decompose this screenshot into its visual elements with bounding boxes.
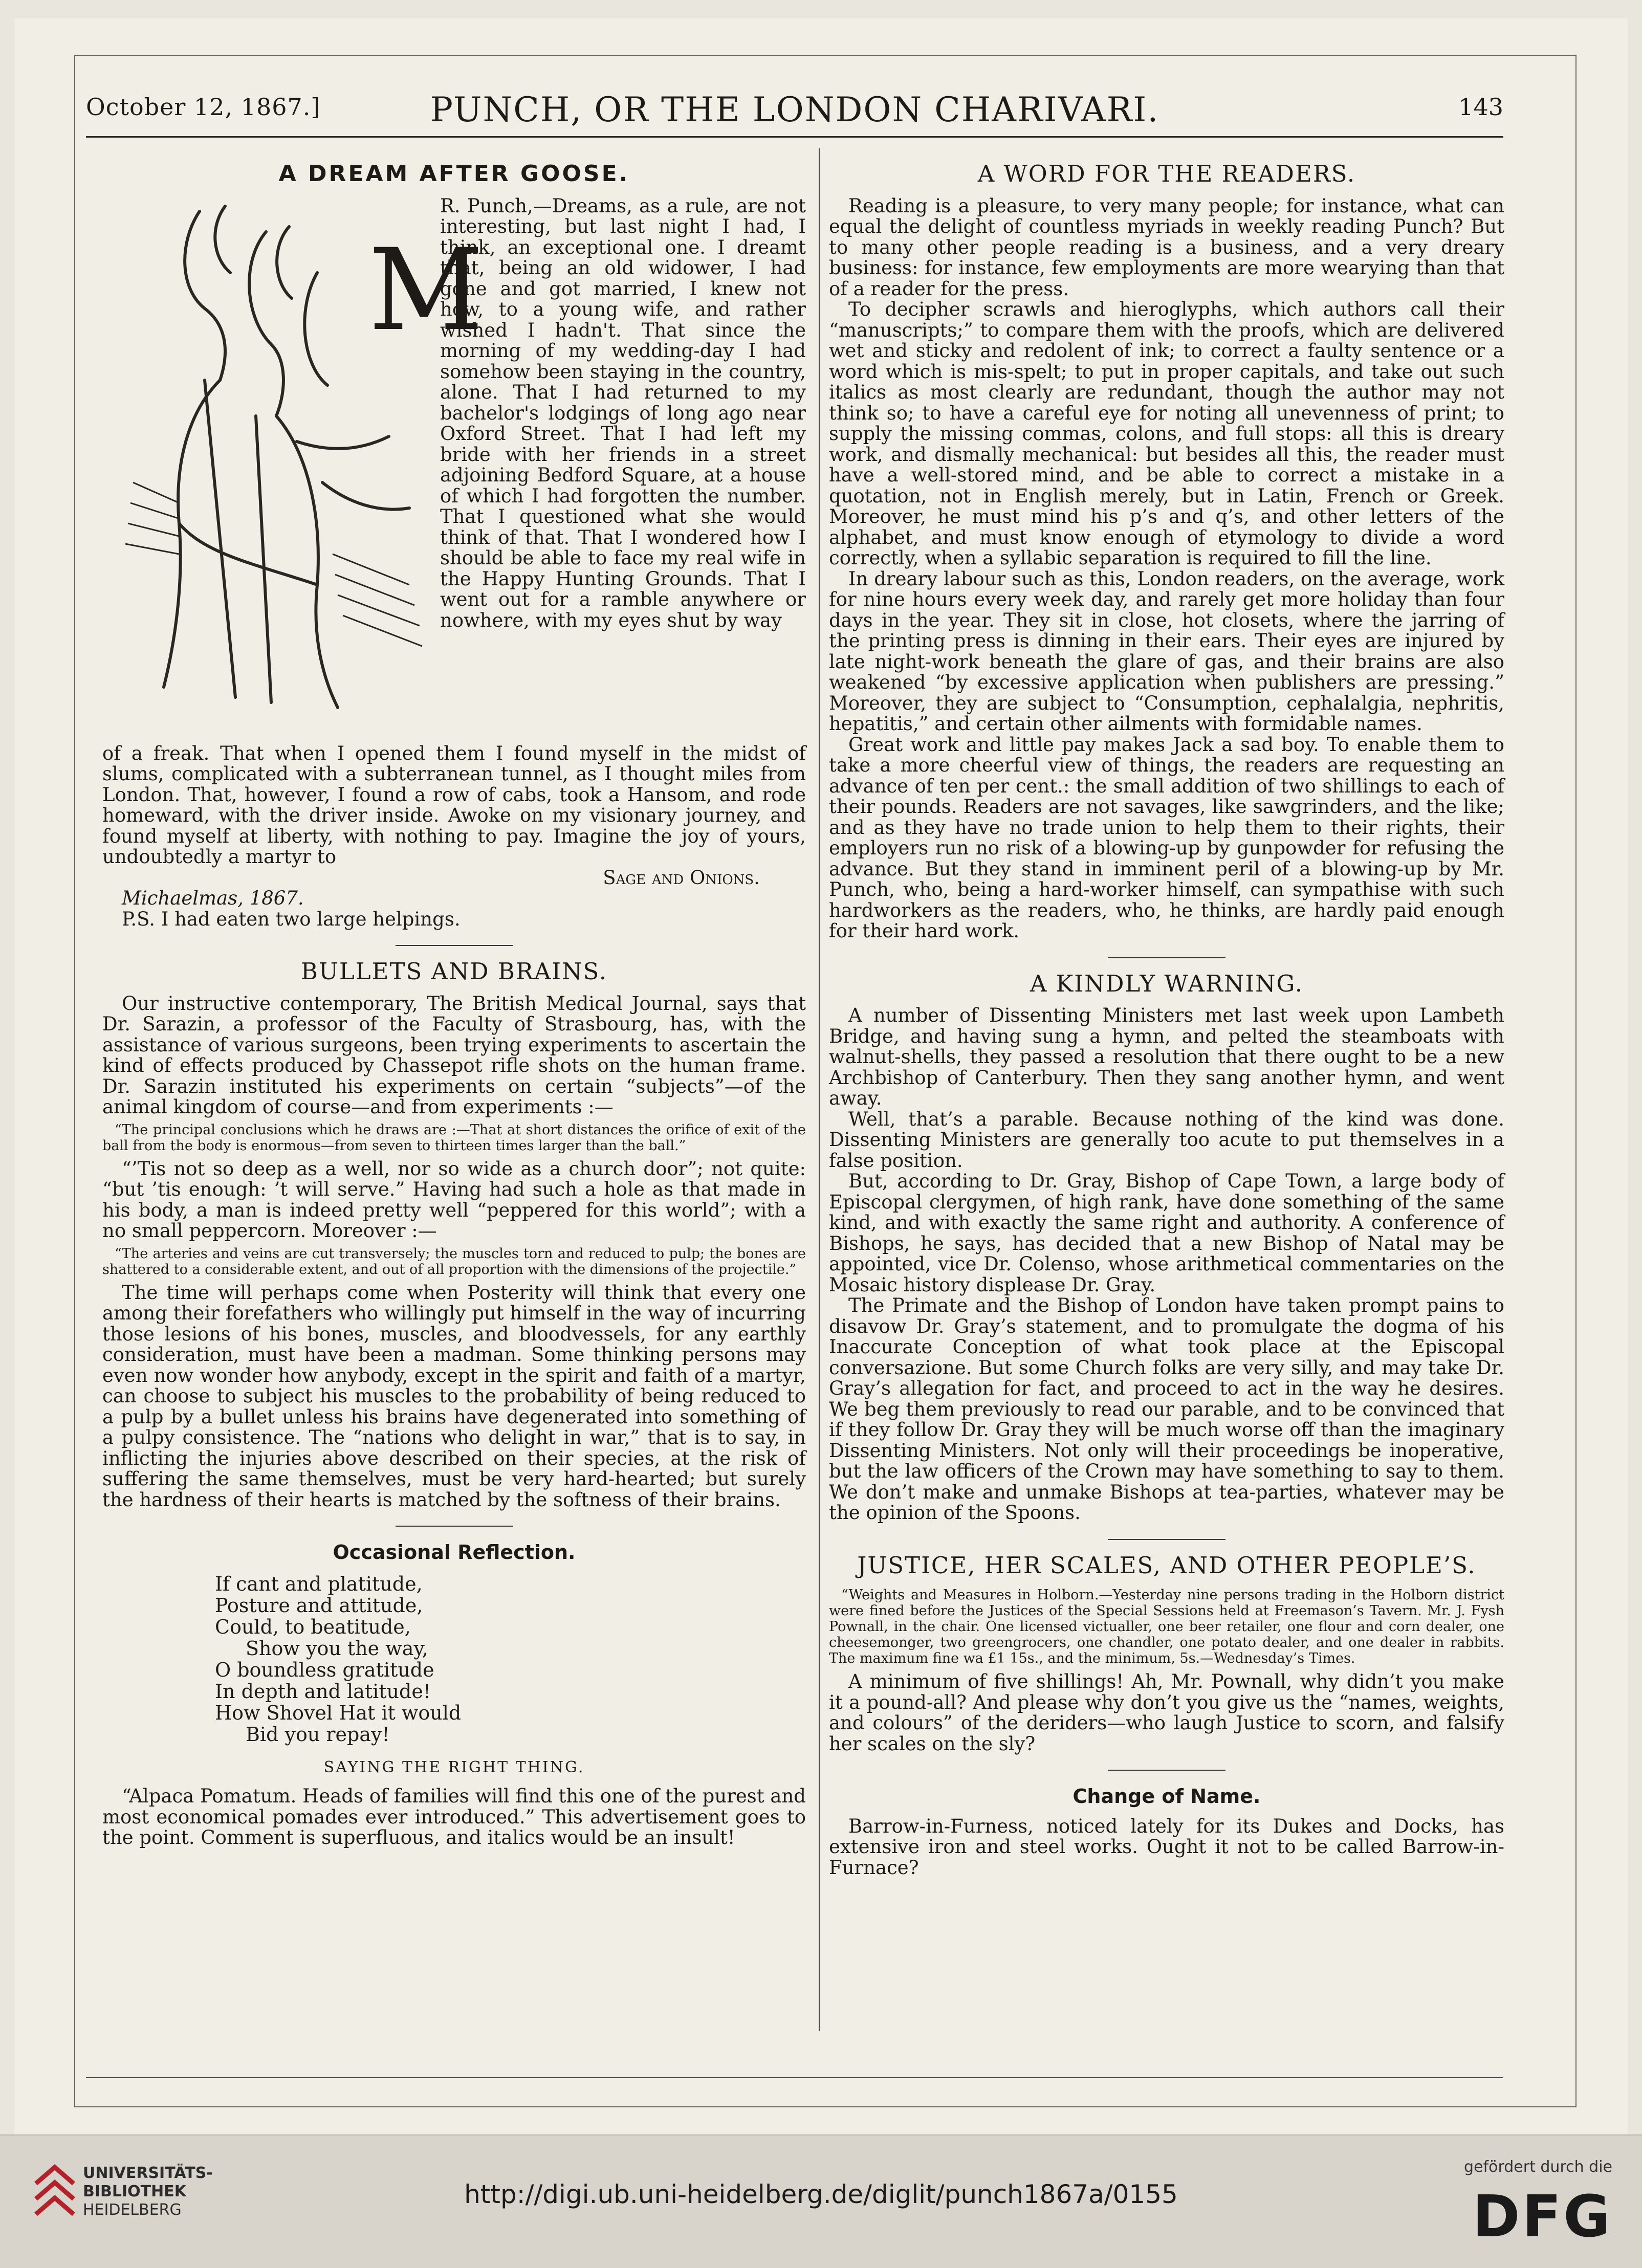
dream-heading: A DREAM AFTER GOOSE. xyxy=(278,161,630,187)
dfg-logo: DFG xyxy=(1472,2184,1612,2250)
saying-heading: SAYING THE RIGHT THING. xyxy=(323,1758,585,1776)
bullets-paragraph: The time will perhaps come when Posterity will think that every one among their forefathers who willingly put himself in the way of incurring those lesions of his bones, muscles, and bloodvessels, for any earthly consideration, must have been a madman. Some thinking persons may even now wonder how anybody, except in the spirit and faith of a martyr, can choose to subject his muscles to the probability of being reduced to a pulp by a bullet unless his brains have degenerated into something of a pulpy consistence. The “nations who delight in war,” that is to say, in inflicting the injuries above described on their species, at the risk of suffering the same themselves, must be very hard-hearted; but surely the hardness of their hearts is matched by the softness of their brains. xyxy=(102,1281,806,1511)
left-column xyxy=(102,148,806,1848)
justice-paragraph: A minimum of five shillings! Ah, Mr. Pownall, why didn’t you make it a pound-all? And please why don’t you give us the “names, weights, and colours” of the deriders—who laugh Justice to scorn, and falsify her scales on the sly? xyxy=(829,1670,1504,1755)
poem-line: How Shovel Hat it would xyxy=(215,1701,462,1724)
warning-paragraph: A number of Dissenting Ministers met last week upon Lambeth Bridge, and having sung a hymn, and pelted the steamboats with walnut-shells, they passed a resolution that there ought to be a new Archbishop of Canterbury. Then they sang another hymn, and went away. xyxy=(829,1004,1504,1109)
reflection-heading: Occasional Reflection. xyxy=(333,1541,576,1564)
section-rule xyxy=(1108,1770,1225,1771)
bullets-paragraph: “’Tis not so deep as a well, nor so wide as a church door”; not quite: “but ’tis enough: ’t will serve.” Having had such a hole as that made in his body, a man is indeed pretty well “peppered for this world”; with a no small peppercorn. Moreover :— xyxy=(102,1157,806,1242)
justice-quote: “Weights and Measures in Holborn.—Yesterday nine persons trading in the Holborn district were fined before the Justices of the Special Sessions held at Freemason’s Tavern. Mr. J. Fysh Pownall, in the chair. One licensed victualler, one beer retailer, one flour and corn dealer, one cheesemonger, two greengrocers, one chandler, one potato dealer, and one dealer in rabbits. The maximum fine wa £1 15s., and the minimum, 5s.—Wednesday’s Times. xyxy=(829,1587,1504,1666)
poem-line: Show you the way, xyxy=(246,1637,428,1660)
warning-heading: A KINDLY WARNING. xyxy=(1030,970,1304,997)
bullets-quote: “The principal conclusions which he draws are :—That at short distances the orifice of exit of the ball from the body is enormous—from seven to thirteen times larger than the ball.” xyxy=(102,1121,806,1154)
section-rule xyxy=(1108,957,1225,958)
warning-paragraph: But, according to Dr. Gray, Bishop of Cape Town, a large body of Episcopal clergymen, of high rank, have done something of the same kind, and with exactly the same right and authority. A conference of Bishops, he says, has decided that a new Bishop of Natal may be appointed, vice Dr. Colenso, whose arithmetical commentaries on the Mosaic history displease Dr. Gray. xyxy=(829,1170,1504,1296)
bullets-quote: “The arteries and veins are cut transversely; the muscles torn and reduced to pulp; the bones are shattered to a considerable extent, and out of all proportion with the dimensions of the projectile.” xyxy=(102,1245,806,1278)
justice-heading: JUSTICE, HER SCALES, AND OTHER PEOPLE’S. xyxy=(857,1551,1476,1579)
dream-paragraph: R. Punch,—Dreams, as a rule, are not interesting, but last night I had, I think, an exceptional one. I dreamt that, being an old widower, I had gone and got married, I knew not how, to a young wife, and rather wished I hadn't. That since the morning of my wedding-day I had somehow been staying in the country, alone. That I had returned to my bachelor's lodgings of long ago near Oxford Street. That I had left my bride with her friends in a street adjoining Bedford Square, at a house of which I had forgotten the number. That I questioned what she would think of that. That I wondered how I should be able to face my real wife in the Happy Hunting Grounds. That I went out for a ramble anywhere or nowhere, with my eyes shut by way xyxy=(440,194,806,631)
dream-dateline: Michaelmas, 1867. xyxy=(122,887,304,909)
poem-line: O boundless gratitude xyxy=(215,1658,434,1681)
saying-paragraph: “Alpaca Pomatum. Heads of families will find this one of the purest and most economical pomades ever introduced.” This advertisement goes to the point. Comment is superfluous, and italics would be an insult! xyxy=(102,1785,806,1848)
cartoon-illustration xyxy=(102,196,484,738)
bullets-heading: BULLETS AND BRAINS. xyxy=(300,958,608,985)
poem-line: Bid you repay! xyxy=(246,1723,390,1746)
warning-paragraph: Well, that’s a parable. Because nothing of the kind was done. Dissenting Ministers are generally too acute to put themselves in a false position. xyxy=(829,1108,1504,1172)
right-column xyxy=(829,148,1504,1878)
word-paragraph: In dreary labour such as this, London readers, on the average, work for nine hours every week day, and rarely get more holiday than four days in the year. They sit in close, hot closets, where the jarring of the printing press is dinning in their ears. Their eyes are injured by late night-work beneath the glare of gas, and their brains are also weakened “by excessive application when publishers are pressing.” Moreover, they are subject to “Consumption, cephalalgia, nephritis, hepatitis,” and certain other ailments with formidable names. xyxy=(829,567,1504,735)
section-rule xyxy=(396,1526,513,1527)
dream-text-block xyxy=(440,196,806,631)
funding-note: gefördert durch die xyxy=(1464,2158,1612,2176)
word-heading: A WORD FOR THE READERS. xyxy=(977,160,1356,187)
dream-postscript: P.S. I had eaten two large helpings. xyxy=(122,908,461,930)
word-paragraph: Reading is a pleasure, to very many people; for instance, what can equal the delight of countless myriads in weekly reading Punch? But to many other people reading is a business, and a very dreary business: for instance, few employments are more wearying than that of a reader for the press. xyxy=(829,194,1504,300)
header-rule xyxy=(86,136,1503,138)
dream-paragraph-continued: of a freak. That when I opened them I found myself in the midst of slums, complicated with a subterranean tunnel, as I thought miles from London. That, however, I found a row of cabs, took a Hansom, and rode homeward, with the driver inside. Awoke on my visionary journey, and found myself at liberty, with nothing to pay. Imagine the joy of yours, undoubtedly a martyr to xyxy=(102,742,806,868)
section-rule xyxy=(396,945,513,946)
section-rule xyxy=(1108,1539,1225,1540)
drop-cap: M xyxy=(368,224,484,356)
word-paragraph: To decipher scrawls and hieroglyphs, which authors call their “manuscripts;” to compare them with the proofs, which are delivered wet and sticky and redolent of ink; to correct a faulty sentence or a word which is mis-spelt; to put in proper capitals, and take out such italics as most clearly are redundant, though the author may not think so; to have a careful eye for noting all unevenness of print; to supply the missing commas, colons, and full stops: all this is dreary work, and dismally mechanical: but besides all this, the reader must have a well-stored mind, and be able to correct a mistake in a quotation, not in English merely, but in Latin, French or Greek. Moreover, he must mind his p’s and q’s, and other letters of the alphabet, and must know enough of etymology to divide a word correctly, when a syllabic separation is required to fill the line. xyxy=(829,298,1504,569)
permalink-url[interactable]: http://digi.ub.uni-heidelberg.de/diglit/punch1867a/0155 xyxy=(464,2179,1178,2209)
dream-signature: Sage and Onions. xyxy=(603,866,760,889)
institution-name: UNIVERSITÄTS- BIBLIOTHEK HEIDELBERG xyxy=(83,2164,213,2219)
column-divider xyxy=(819,148,820,2031)
poem-line: In depth and latitude! xyxy=(215,1680,431,1703)
poem-line: If cant and platitude, xyxy=(215,1572,423,1595)
publication-title: PUNCH, OR THE LONDON CHARIVARI. xyxy=(430,90,1159,129)
bullets-paragraph: Our instructive contemporary, The British Medical Journal, says that Dr. Sarazin, a professor of the Faculty of Strasbourg, has, with the assistance of various surgeons, been trying experiments to ascertain the kind of effects produced by Chassepot rifle shots on the human frame. Dr. Sarazin instituted his experiments on certain “subjects”—of the animal kingdom of course—and from experiments :— xyxy=(102,992,806,1118)
warning-paragraph: The Primate and the Bishop of London have taken prompt pains to disavow Dr. Gray’s statement, and to promulgate the dogma of his Inaccurate Conception of what took place at the Episcopal conversazione. But some Church folks are very silly, and may take Dr. Gray’s allegation for fact, and proceed to act in the way he desires. We beg them previously to read our parable, and to be convinced that if they follow Dr. Gray they will be much worse off than the imaginary Dissenting Ministers. Not only will their proceedings be inoperative, but the law officers of the Crown may have something to say to them. We don’t make and unmake Bishops at tea-parties, whatever may be the opinion of the Spoons. xyxy=(829,1294,1504,1524)
change-paragraph: Barrow-in-Furness, noticed lately for its Dukes and Docks, has extensive iron and steel works. Ought it not to be called Barrow-in-Furnace? xyxy=(829,1815,1504,1879)
issue-date: October 12, 1867.] xyxy=(86,93,321,121)
dream-article xyxy=(102,196,806,743)
reflection-poem xyxy=(215,1573,806,1745)
masthead xyxy=(86,90,1503,136)
word-paragraph: Great work and little pay makes Jack a sad boy. To enable them to take a more cheerful view of things, the readers are requesting an advance of ten per cent.: the small addition of two shillings to each of their pounds. Readers are not savages, like sawgrinders, and the like; and as they have no trade union to help them to their rights, their employers run no risk of a blowing-up by gunpowder for refusing the advance. But they stand in imminent peril of a blowing-up by Mr. Punch, who, being a hard-worker himself, can sympathise with such hardworkers as the readers, who, he thinks, are hardly paid enough for their hard work. xyxy=(829,733,1504,942)
page-number: 143 xyxy=(1458,93,1503,121)
bottom-rule xyxy=(86,2077,1503,2078)
poem-line: Posture and attitude, xyxy=(215,1594,423,1617)
change-heading: Change of Name. xyxy=(1072,1785,1261,1808)
poem-line: Could, to beatitude, xyxy=(215,1615,411,1638)
